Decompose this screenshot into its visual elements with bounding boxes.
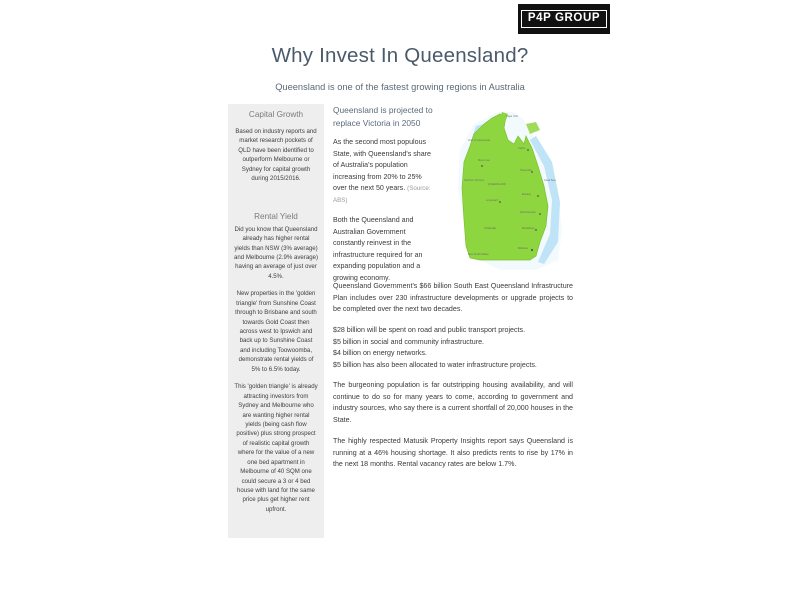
map-label-rockhampton: Rockhampton bbox=[520, 211, 537, 214]
list-item: $5 billion has also been allocated to water infrastructure projects. bbox=[333, 360, 537, 369]
right-paragraph-population bbox=[333, 137, 433, 206]
section-heading-rental-yield: Rental Yield bbox=[254, 211, 298, 221]
housing-shortfall-paragraph: The burgeoning population is far outstripping housing availability, and will continue to do so for many years to come, according to government and industry sources, who say there is a current shortfall of 20,000 houses in the State. bbox=[333, 381, 573, 425]
list-item: $28 billion will be spent on road and public transport projects. bbox=[333, 326, 526, 335]
queensland-map bbox=[440, 110, 568, 272]
map-label-bundaberg: Bundaberg bbox=[522, 227, 535, 230]
infrastructure-spend-list bbox=[333, 325, 573, 371]
right-column-heading: Queensland is projected to replace Victoria in 2050 bbox=[333, 105, 433, 128]
list-item: $5 billion in social and community infrastructure. bbox=[333, 337, 485, 346]
map-label-gulf: Gulf of Carpentaria bbox=[468, 139, 490, 142]
logo-text: P4P GROUP bbox=[521, 10, 607, 29]
infrastructure-plan-paragraph: Queensland Government's $66 billion South East Queensland Infrastructure Plan includes over 230 infrastructure developments or upgrade projects to be completed over the next two decades. bbox=[333, 282, 573, 314]
wide-content-block bbox=[333, 281, 573, 480]
source-note: (Source: ABS) bbox=[333, 185, 431, 204]
map-queensland-shape bbox=[462, 114, 548, 260]
map-label-northern-territory: Northern Territory bbox=[464, 179, 485, 182]
queensland-map-svg bbox=[440, 110, 568, 272]
map-label-new-south-wales: New South Wales bbox=[468, 253, 489, 256]
map-label-charleville: Charleville bbox=[484, 227, 497, 230]
map-label-mount-isa: Mount Isa bbox=[478, 159, 490, 162]
map-label-townsville: Townsville bbox=[520, 169, 532, 172]
page-subtitle: Queensland is one of the fastest growing regions in Australia bbox=[275, 82, 525, 92]
rental-yield-paragraph-1: Did you know that Queensland already has higher rental yields than NSW (3% average) and Melbourne (2.9% average) having an average of just over 4.5%. bbox=[234, 225, 319, 280]
list-item: $4 billion on energy networks. bbox=[333, 349, 427, 358]
map-label-brisbane: Brisbane bbox=[518, 247, 529, 250]
map-label-longreach: Longreach bbox=[486, 199, 499, 202]
right-paragraph-infrastructure: Both the Queensland and Australian Government constantly reinvest in the infrastructure required for an expanding population and a growing economy. bbox=[333, 216, 423, 282]
map-label-queensland: QUEENSLAND bbox=[488, 183, 506, 186]
map-label-cairns: Cairns bbox=[518, 147, 526, 150]
p4p-group-logo bbox=[518, 4, 610, 34]
right-paragraph-population-text: As the second most populous State, with Queensland's share of Australia's population increasing from 20% to 25% over the next 50 years. bbox=[333, 138, 431, 193]
rental-yield-paragraph-3: This 'golden triangle' is already attracting investors from Sydney and Melbourne who are wanting higher rental yields (being cash flow positive) plus strong prospect of realistic capital growth where for the value of a new one bed apartment in Melbourne of 40 SQM one could secure a 3 or 4 bed house with land for the same price plus get higher rent upfront. bbox=[234, 383, 318, 513]
page-title: Why Invest In Queensland? bbox=[271, 44, 529, 67]
matusik-report-paragraph: The highly respected Matusik Property Insights report says Queensland is running at a 46% housing shortage. It also predicts rents to rise by 17% in the next 18 months. Rental vacancy rates are below 1.7%. bbox=[333, 436, 573, 469]
left-sidebar-panel bbox=[228, 104, 324, 538]
section-heading-capital-growth: Capital Growth bbox=[248, 110, 304, 119]
rental-yield-paragraph-2: New properties in the 'golden triangle' from Sunshine Coast through to Brisbane and south towards Gold Coast then across west to Ipswich and back up to Sunshine Coast and including Toowoomba, demonstrate rental yields of 5% to 6.5% today. bbox=[235, 290, 317, 373]
map-label-mackay: Mackay bbox=[522, 193, 531, 196]
map-label-cape-york: Cape York bbox=[506, 115, 518, 118]
map-label-coral-sea: Coral Sea bbox=[544, 179, 556, 182]
capital-growth-paragraph: Based on industry reports and market research pockets of QLD have been identified to outperform Melbourne or Sydney for capital growth during 2015/2016. bbox=[235, 128, 317, 183]
